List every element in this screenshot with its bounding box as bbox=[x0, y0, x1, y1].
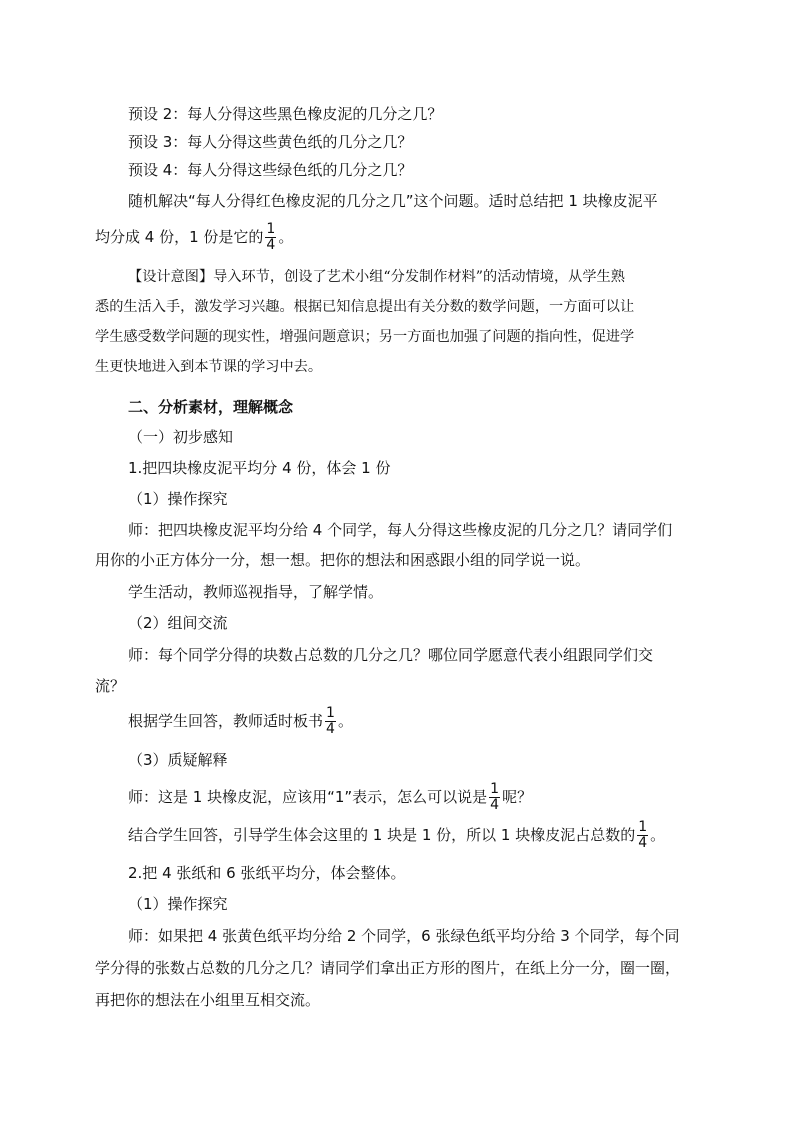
fraction-numerator: 1 bbox=[326, 705, 335, 721]
fraction-one-quarter bbox=[265, 222, 276, 253]
step-1-label-2: （1）操作探究 bbox=[128, 895, 228, 913]
conclusion-end: 。 bbox=[650, 826, 666, 844]
preset-3-line: 预设 3：每人分得这些黄色纸的几分之几？ bbox=[128, 133, 413, 151]
teacher-challenge-end: 呢？ bbox=[502, 788, 533, 806]
design-intent-line-4: 生更快地进入到本节课的学习中去。 bbox=[95, 359, 323, 375]
preset-4-line: 预设 4：每人分得这些绿色纸的几分之几？ bbox=[128, 161, 413, 179]
fraction-denominator: 4 bbox=[638, 835, 648, 851]
teacher-task-line-3: 再把你的想法在小组里互相交流。 bbox=[95, 991, 321, 1009]
fraction-denominator: 4 bbox=[490, 797, 500, 813]
fraction-numerator: 1 bbox=[638, 819, 648, 835]
teacher-challenge-text: 师：这是 1 块橡皮泥，应该用“1”表示，怎么可以说是 bbox=[128, 788, 488, 806]
student-activity-line: 学生活动，教师巡视指导，了解学情。 bbox=[128, 583, 384, 601]
summary-line-2 bbox=[95, 222, 293, 253]
design-intent-line-1: 【设计意图】导入环节，创设了艺术小组“分发制作材料”的活动情境，从学生熟 bbox=[128, 269, 625, 285]
teacher-line-1: 师：把四块橡皮泥平均分给 4 个同学，每人分得这些橡皮泥的几分之几？请同学们 bbox=[128, 521, 673, 539]
teacher-challenge-line bbox=[128, 782, 532, 813]
step-1-label: （1）操作探究 bbox=[128, 490, 228, 508]
fraction-one-quarter bbox=[325, 706, 336, 737]
fraction-denominator: 4 bbox=[326, 721, 335, 737]
section-heading: 二、分析素材，理解概念 bbox=[128, 398, 294, 416]
activity-1-title: 1.把四块橡皮泥平均分 4 份，体会 1 份 bbox=[128, 459, 391, 477]
teacher-question-line-2: 流？ bbox=[95, 677, 126, 695]
design-intent-line-2: 悉的生活入手，激发学习兴趣。根据已知信息提出有关分数的数学问题，一方面可以让 bbox=[95, 299, 635, 315]
teacher-line-2: 用你的小正方体分一分，想一想。把你的想法和困惑跟小组的同学说一说。 bbox=[95, 551, 591, 569]
subsection-heading: （一）初步感知 bbox=[128, 428, 234, 446]
design-intent-line-3: 学生感受数学问题的现实性，增强问题意识；另一方面也加强了问题的指向性，促进学 bbox=[95, 329, 635, 345]
teacher-task-line-2: 学分得的张数占总数的几分之几？请同学们拿出正方形的图片，在纸上分一分，圈一圈， bbox=[95, 959, 681, 977]
step-2-label: （2）组间交流 bbox=[128, 614, 228, 632]
activity-2-title: 2.把 4 张纸和 6 张纸平均分，体会整体。 bbox=[128, 864, 406, 882]
fraction-numerator: 1 bbox=[490, 781, 500, 797]
board-writing-line bbox=[128, 706, 353, 737]
fraction-denominator: 4 bbox=[266, 237, 276, 253]
summary-end: 。 bbox=[278, 228, 294, 246]
board-writing-text: 根据学生回答，教师适时板书 bbox=[128, 712, 324, 730]
board-writing-end: 。 bbox=[337, 712, 353, 730]
teacher-task-line-1: 师：如果把 4 张黄色纸平均分给 2 个同学，6 张绿色纸平均分给 3 个同学，每个同 bbox=[128, 927, 680, 945]
preset-2-line: 预设 2：每人分得这些黑色橡皮泥的几分之几？ bbox=[128, 105, 443, 123]
summary-text: 均分成 4 份，1 份是它的 bbox=[95, 228, 264, 246]
step-3-label: （3）质疑解释 bbox=[128, 751, 228, 769]
summary-line-1: 随机解决“每人分得红色橡皮泥的几分之几”这个问题。适时总结把 1 块橡皮泥平 bbox=[128, 192, 658, 210]
fraction-one-quarter bbox=[489, 782, 500, 813]
fraction-numerator: 1 bbox=[266, 221, 276, 237]
conclusion-line bbox=[128, 820, 665, 851]
conclusion-text: 结合学生回答，引导学生体会这里的 1 块是 1 份，所以 1 块橡皮泥占总数的 bbox=[128, 826, 636, 844]
teacher-question-line-1: 师：每个同学分得的块数占总数的几分之几？哪位同学愿意代表小组跟同学们交 bbox=[128, 646, 654, 664]
fraction-one-quarter bbox=[637, 820, 648, 851]
